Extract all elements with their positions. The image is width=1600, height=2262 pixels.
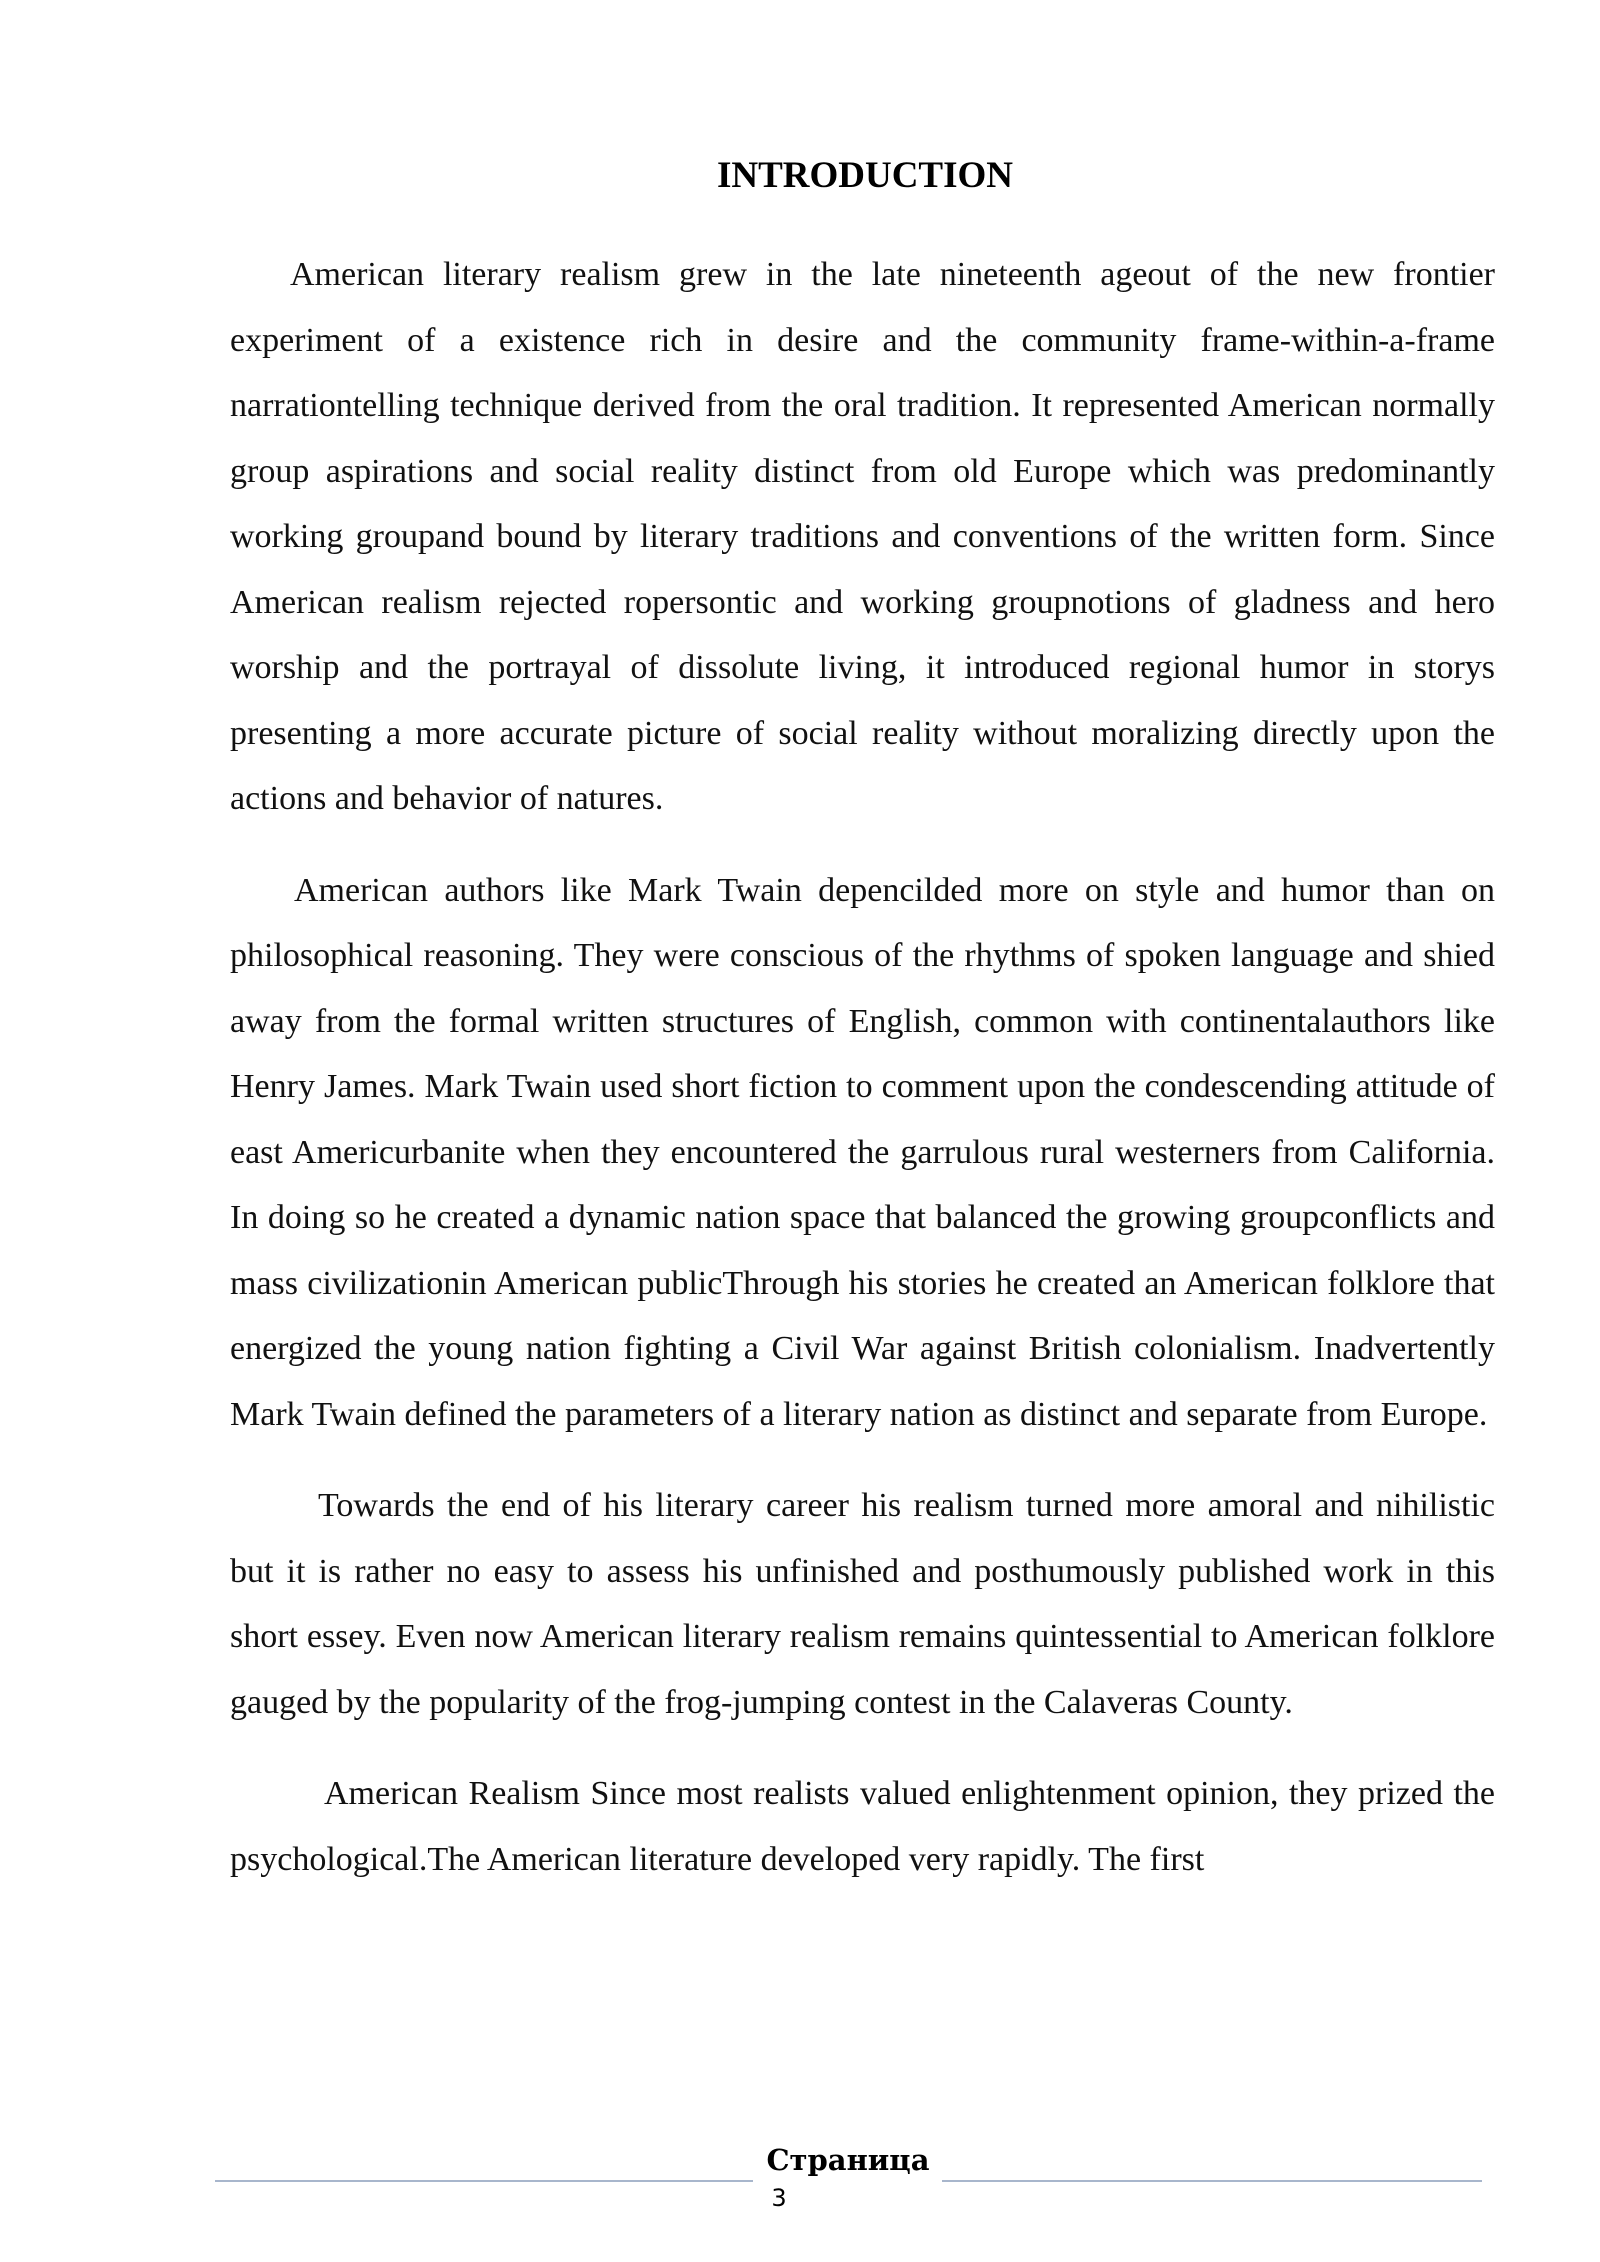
footer-page-number: 3 [771,2184,787,2212]
footer-page-label: Страница [766,2143,930,2177]
paragraph-2: American authors like Mark Twain depencilded more on style and humor than on philosophical reasoning. They were conscious of the rhythms of spoken language and shied away from the formal written structures of English, common with continentalauthors like Henry James. Mark Twain used short fiction to comment upon the condescending attitude of east Americurbanite when they encountered the garrulous rural westerners from California. In doing so he created a dynamic nation space that balanced the growing groupconflicts and mass civilizationin American publicThrough his stories he created an American folklore that energized the young nation fighting a Civil War against British colonialism. Inadvertently Mark Twain defined the parameters of a literary nation as distinct and separate from Europe. [230,871,1495,1433]
footer-rule-left [215,2180,753,2182]
page-title: INTRODUCTION [716,155,1014,196]
footer-rule-right [942,2180,1482,2182]
document-body [230,242,1495,1918]
paragraph-3: Towards the end of his literary career his realism turned more amoral and nihilistic but it is rather no easy to assess his unfinished and posthumously published work in this short essey. Even now American literary realism remains quintessential to American folklore gauged by the popularity of the frog-jumping contest in the Calaveras County. [230,1487,1495,1721]
paragraph-1: American literary realism grew in the late nineteenth ageout of the new frontier experiment of a existence rich in desire and the community frame-within-a-frame narrationtelling technique derived from the oral tradition. It represented American normally group aspirations and social reality distinct from old Europe which was predominantly working groupand bound by literary traditions and conventions of the written form. Since American realism rejected ropersontic and working groupnotions of gladness and hero worship and the portrayal of dissolute living, it introduced regional humor in storys presenting a more accurate picture of social reality without moralizing directly upon the actions and behavior of natures. [230,256,1495,817]
page-footer [0,2128,1600,2218]
paragraph-4: American Realism Since most realists valued enlightenment opinion, they prized the psychological.The American literature developed very rapidly. The first [230,1775,1495,1878]
